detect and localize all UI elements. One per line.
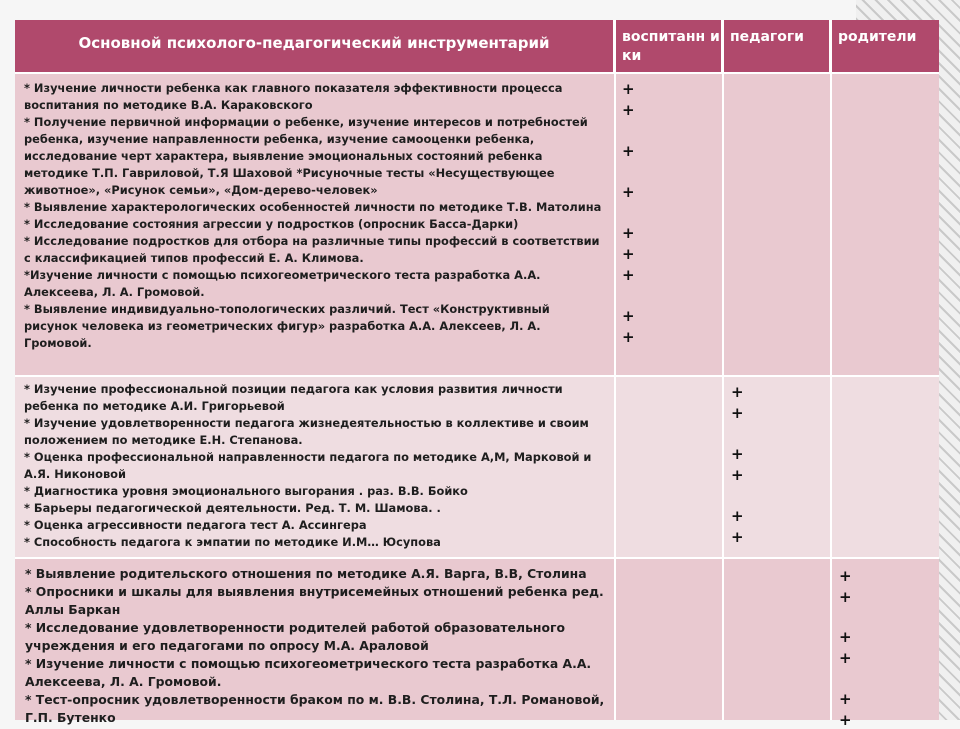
plus-mark: + <box>731 507 744 525</box>
row-students-text-cell <box>15 74 615 375</box>
plus-mark: + <box>622 183 635 201</box>
row-parents-col-teachers <box>723 559 831 720</box>
plus-mark: + <box>839 628 852 646</box>
column-divider <box>722 20 724 720</box>
plus-mark: + <box>839 711 852 729</box>
plus-mark: + <box>839 690 852 708</box>
row-teachers-col-parents <box>831 377 939 557</box>
plus-mark: + <box>839 567 852 585</box>
plus-mark: + <box>622 142 635 160</box>
plus-mark: + <box>731 383 744 401</box>
table-header <box>15 20 939 72</box>
row-teachers-col-teachers <box>723 377 831 557</box>
row-students-text: * Изучение личности ребенка как главного показателя эффективности процесса воспитания по методике В.А. Караковского * Получение первичной информации о ребенке, изучение интересов и потребностей ребенка, изучение направленности ребенка, изучение самооценки ребенка, исследование черт характера, выявление эмоциональных состояний ребенка методике Т.П. Гавриловой, Т.Я Шаховой *Рисуночные тесты «Несуществующее животное», «Рисунок семьи», «Дом-дерево-человек» * Выявление характерологических особенностей личности по методике Т.В. Матолина * Исследование состояния агрессии у подростков (опросник Басса-Дарки) * Исследование подростков для отбора на различные типы профессий в соответствии с классификацией типов профессий Е. А. Климова. *Изучение личности с помощью психогеометрического теста разработка А.А. Алексеева, Л. А. Громовой. * Выявление индивидуально-топологических различий. Тест «Конструктивный рисунок человека из геометрических фигур» разработка А.А. Алексеев, Л. А. Громовой. <box>24 81 602 350</box>
row-students-col-teachers <box>723 74 831 375</box>
column-divider <box>830 20 832 720</box>
row-teachers-col-students <box>615 377 723 557</box>
plus-mark: + <box>731 528 744 546</box>
plus-mark: + <box>731 466 744 484</box>
plus-mark: + <box>622 245 635 263</box>
row-teachers-text-cell <box>15 377 615 557</box>
table-row-students <box>15 74 939 375</box>
instruments-table <box>15 20 939 729</box>
header-teachers: педагоги <box>730 29 804 45</box>
plus-mark: + <box>622 266 635 284</box>
header-parents: родители <box>838 29 917 45</box>
header-title: Основной психолого-педагогический инструментарий <box>78 34 550 52</box>
header-cell-parents <box>831 20 939 72</box>
row-parents-col-parents <box>831 559 939 729</box>
plus-mark: + <box>622 80 635 98</box>
plus-mark: + <box>622 101 635 119</box>
table-row-teachers <box>15 377 939 557</box>
plus-mark: + <box>839 649 852 667</box>
plus-mark: + <box>839 588 852 606</box>
row-parents-col-students <box>615 559 723 720</box>
row-students-col-parents <box>831 74 939 375</box>
row-parents-text: * Выявление родительского отношения по методике А.Я. Варга, В.В, Столина * Опросники и шкалы для выявления внутрисемейных отношений ребенка ред. Аллы Баркан * Исследование удовлетворенности родителей работой образовательного учреждения и его педагогами по опросу М.А. Араловой * Изучение личности с помощью психогеометрического теста разработка А.А. Алексеева, Л. А. Громовой. * Тест-опросник удовлетворенности браком по м. В.В. Столина, Т.Л. Романовой, Г.П. Бутенко <box>25 566 605 725</box>
column-divider <box>614 20 616 720</box>
plus-mark: + <box>622 224 635 242</box>
header-cell-teachers <box>723 20 831 72</box>
row-teachers-text: * Изучение профессиональной позиции педагога как условия развития личности ребенка по методике А.И. Григорьевой * Изучение удовлетворенности педагога жизнедеятельностью в коллективе и своим положением по методике Е.Н. Степанова. * Оценка профессиональной направленности педагога по методике А,М, Марковой и А.Я. Никоновой * Диагностика уровня эмоционального выгорания . раз. В.В. Бойко * Барьеры педагогической деятельности. Ред. Т. М. Шамова. . * Оценка агрессивности педагога тест А. Ассингера * Способность педагога к эмпатии по методике И.М… Юсупова <box>24 382 592 549</box>
row-parents-text-cell <box>15 559 615 725</box>
header-cell-title <box>15 20 615 72</box>
plus-mark: + <box>622 328 635 346</box>
row-students-col-students <box>615 74 723 375</box>
header-cell-students <box>615 20 723 72</box>
plus-mark: + <box>731 404 744 422</box>
table-row-parents <box>15 559 939 729</box>
plus-mark: + <box>731 445 744 463</box>
header-students: воспитанн ики <box>622 29 720 64</box>
plus-mark: + <box>622 307 635 325</box>
